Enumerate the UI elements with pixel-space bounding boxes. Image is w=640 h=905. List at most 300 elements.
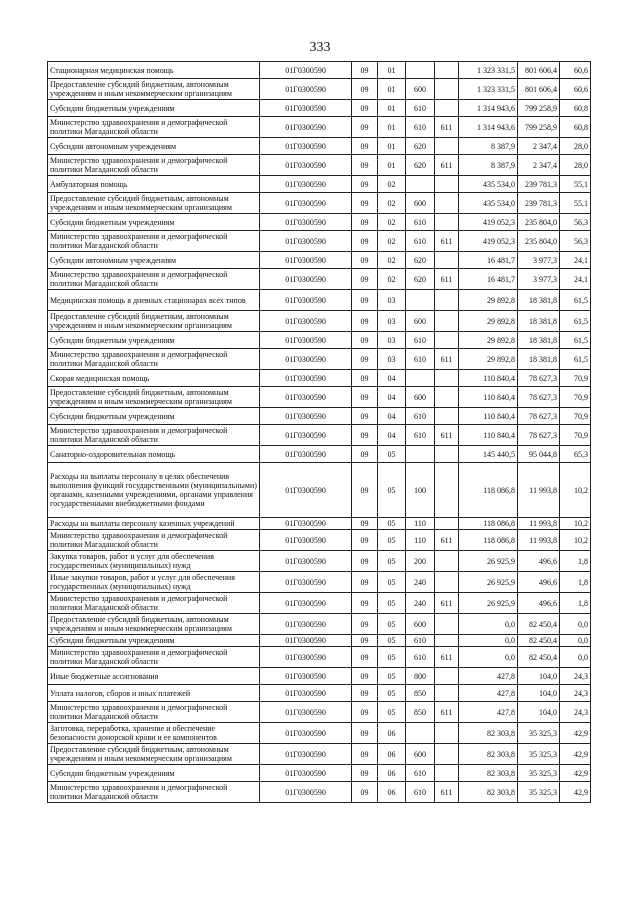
cell-fact: 239 781,3 (518, 193, 560, 214)
cell-vr: 240 (406, 593, 435, 614)
cell-fact: 3 977,3 (518, 269, 560, 290)
cell-ex (435, 138, 459, 155)
cell-pr: 05 (378, 463, 406, 518)
cell-fact: 801 606,4 (518, 79, 560, 100)
cell-code: 01Г0300590 (260, 252, 352, 269)
cell-rz: 09 (352, 668, 378, 685)
cell-pr: 04 (378, 370, 406, 387)
cell-ex: 611 (435, 593, 459, 614)
table-row (48, 446, 591, 463)
cell-fact: 82 450,4 (518, 647, 560, 668)
cell-code: 01Г0300590 (260, 530, 352, 551)
cell-name: Министерство здравоохранения и демографической политики Магаданской области (48, 349, 260, 370)
table-row (48, 614, 591, 635)
cell-vr: 610 (406, 117, 435, 138)
cell-name: Стационарная медицинская помощь (48, 62, 260, 79)
cell-rz: 09 (352, 214, 378, 231)
cell-plan: 419 052,3 (459, 214, 518, 231)
cell-pr: 05 (378, 446, 406, 463)
cell-vr: 620 (406, 138, 435, 155)
cell-plan: 1 323 331,5 (459, 79, 518, 100)
table-row (48, 62, 591, 79)
cell-fact: 235 804,0 (518, 214, 560, 231)
cell-plan: 419 052,3 (459, 231, 518, 252)
cell-fact: 78 627,3 (518, 370, 560, 387)
cell-pct: 70,9 (560, 408, 591, 425)
cell-code: 01Г0300590 (260, 668, 352, 685)
cell-name: Предоставление субсидий бюджетным, автономным учреждениям и иным некоммерческим организациям (48, 311, 260, 332)
cell-code: 01Г0300590 (260, 269, 352, 290)
cell-pr: 01 (378, 117, 406, 138)
cell-fact: 2 347,4 (518, 138, 560, 155)
cell-plan: 1 314 943,6 (459, 117, 518, 138)
cell-pct: 10,2 (560, 463, 591, 518)
cell-ex (435, 332, 459, 349)
cell-plan: 0,0 (459, 635, 518, 647)
cell-ex (435, 614, 459, 635)
cell-plan: 82 303,8 (459, 744, 518, 765)
cell-vr: 600 (406, 744, 435, 765)
cell-ex (435, 572, 459, 593)
cell-pct: 10,2 (560, 530, 591, 551)
cell-ex (435, 723, 459, 744)
cell-pr: 06 (378, 782, 406, 803)
cell-fact: 496,6 (518, 551, 560, 572)
cell-name: Расходы на выплаты персоналу казенных учреждений (48, 518, 260, 530)
table-row (48, 530, 591, 551)
cell-pr: 05 (378, 593, 406, 614)
cell-pr: 02 (378, 214, 406, 231)
cell-fact: 78 627,3 (518, 408, 560, 425)
cell-fact: 35 325,3 (518, 723, 560, 744)
cell-pct: 1,8 (560, 551, 591, 572)
cell-fact: 239 781,3 (518, 176, 560, 193)
cell-vr: 610 (406, 425, 435, 446)
table-row (48, 193, 591, 214)
cell-plan: 110 840,4 (459, 387, 518, 408)
cell-plan: 145 440,5 (459, 446, 518, 463)
cell-name: Министерство здравоохранения и демографической политики Магаданской области (48, 530, 260, 551)
cell-code: 01Г0300590 (260, 387, 352, 408)
cell-plan: 427,8 (459, 668, 518, 685)
cell-pct: 60,8 (560, 100, 591, 117)
cell-rz: 09 (352, 572, 378, 593)
cell-ex (435, 463, 459, 518)
cell-rz: 09 (352, 723, 378, 744)
cell-code: 01Г0300590 (260, 311, 352, 332)
cell-rz: 09 (352, 551, 378, 572)
table-row (48, 765, 591, 782)
cell-pr: 05 (378, 551, 406, 572)
cell-pr: 05 (378, 685, 406, 702)
cell-code: 01Г0300590 (260, 551, 352, 572)
cell-name: Закупка товаров, работ и услуг для обеспечения государственных (муниципальных) нужд (48, 551, 260, 572)
cell-pr: 01 (378, 79, 406, 100)
cell-pr: 02 (378, 252, 406, 269)
cell-vr: 610 (406, 214, 435, 231)
cell-rz: 09 (352, 518, 378, 530)
cell-vr: 610 (406, 782, 435, 803)
cell-pr: 05 (378, 635, 406, 647)
cell-name: Субсидии бюджетным учреждениям (48, 635, 260, 647)
cell-ex: 611 (435, 269, 459, 290)
cell-fact: 496,6 (518, 593, 560, 614)
cell-ex (435, 193, 459, 214)
cell-rz: 09 (352, 425, 378, 446)
cell-name: Предоставление субсидий бюджетным, автономным учреждениям и иным некоммерческим организациям (48, 79, 260, 100)
cell-fact: 18 381,8 (518, 311, 560, 332)
cell-pct: 28,0 (560, 138, 591, 155)
cell-code: 01Г0300590 (260, 290, 352, 311)
cell-name: Министерство здравоохранения и демографической политики Магаданской области (48, 231, 260, 252)
table-row (48, 425, 591, 446)
cell-ex (435, 387, 459, 408)
cell-rz: 09 (352, 349, 378, 370)
cell-rz: 09 (352, 593, 378, 614)
cell-fact: 11 993,8 (518, 463, 560, 518)
cell-ex (435, 176, 459, 193)
cell-rz: 09 (352, 446, 378, 463)
cell-ex (435, 290, 459, 311)
cell-pr: 01 (378, 62, 406, 79)
cell-code: 01Г0300590 (260, 176, 352, 193)
cell-pr: 02 (378, 269, 406, 290)
cell-code: 01Г0300590 (260, 446, 352, 463)
cell-name: Санаторно-оздоровительная помощь (48, 446, 260, 463)
cell-plan: 8 387,9 (459, 138, 518, 155)
cell-code: 01Г0300590 (260, 647, 352, 668)
cell-plan: 1 323 331,5 (459, 62, 518, 79)
cell-fact: 82 450,4 (518, 614, 560, 635)
cell-fact: 95 044,8 (518, 446, 560, 463)
cell-name: Иные закупки товаров, работ и услуг для обеспечения государственных (муниципальных) нужд (48, 572, 260, 593)
cell-name: Скорая медицинская помощь (48, 370, 260, 387)
cell-fact: 78 627,3 (518, 387, 560, 408)
cell-pr: 03 (378, 332, 406, 349)
cell-plan: 110 840,4 (459, 408, 518, 425)
cell-plan: 82 303,8 (459, 723, 518, 744)
cell-vr: 110 (406, 518, 435, 530)
cell-fact: 11 993,8 (518, 530, 560, 551)
cell-pct: 61,5 (560, 311, 591, 332)
cell-name: Министерство здравоохранения и демографической политики Магаданской области (48, 425, 260, 446)
cell-vr: 600 (406, 311, 435, 332)
cell-pr: 06 (378, 744, 406, 765)
cell-ex (435, 311, 459, 332)
cell-pct: 28,0 (560, 155, 591, 176)
cell-pct: 70,9 (560, 370, 591, 387)
cell-vr: 610 (406, 100, 435, 117)
cell-plan: 118 086,8 (459, 530, 518, 551)
cell-fact: 2 347,4 (518, 155, 560, 176)
cell-name: Субсидии бюджетным учреждениям (48, 765, 260, 782)
cell-name: Министерство здравоохранения и демографической политики Магаданской области (48, 117, 260, 138)
cell-vr: 620 (406, 155, 435, 176)
cell-vr: 240 (406, 572, 435, 593)
cell-code: 01Г0300590 (260, 100, 352, 117)
cell-vr: 610 (406, 349, 435, 370)
cell-vr: 850 (406, 685, 435, 702)
cell-plan: 29 892,8 (459, 311, 518, 332)
cell-fact: 18 381,8 (518, 332, 560, 349)
cell-pct: 24,3 (560, 685, 591, 702)
cell-pct: 0,0 (560, 614, 591, 635)
cell-ex (435, 635, 459, 647)
cell-pct: 24,1 (560, 252, 591, 269)
cell-fact: 18 381,8 (518, 290, 560, 311)
cell-rz: 09 (352, 647, 378, 668)
cell-fact: 496,6 (518, 572, 560, 593)
cell-vr: 110 (406, 530, 435, 551)
table-row (48, 349, 591, 370)
cell-pr: 05 (378, 668, 406, 685)
table-row (48, 647, 591, 668)
cell-fact: 799 258,9 (518, 100, 560, 117)
budget-table (47, 61, 591, 803)
cell-vr: 610 (406, 635, 435, 647)
cell-plan: 110 840,4 (459, 370, 518, 387)
cell-code: 01Г0300590 (260, 572, 352, 593)
cell-code: 01Г0300590 (260, 685, 352, 702)
cell-pct: 0,0 (560, 635, 591, 647)
cell-name: Министерство здравоохранения и демографической политики Магаданской области (48, 647, 260, 668)
cell-pr: 03 (378, 349, 406, 370)
table-row (48, 408, 591, 425)
cell-pct: 24,1 (560, 269, 591, 290)
cell-pr: 06 (378, 723, 406, 744)
table-row (48, 176, 591, 193)
cell-code: 01Г0300590 (260, 518, 352, 530)
cell-pr: 05 (378, 702, 406, 723)
cell-name: Предоставление субсидий бюджетным, автономным учреждениям и иным некоммерческим организациям (48, 614, 260, 635)
cell-ex (435, 100, 459, 117)
cell-name: Предоставление субсидий бюджетным, автономным учреждениям и иным некоммерческим организациям (48, 387, 260, 408)
table-row (48, 702, 591, 723)
cell-code: 01Г0300590 (260, 408, 352, 425)
cell-name: Расходы на выплаты персоналу в целях обеспечения выполнения функций государственными (муниципальными) органами, казенными учреждениями, органами управления государственными внебюджетными фондами (48, 463, 260, 518)
table-row (48, 100, 591, 117)
cell-plan: 110 840,4 (459, 425, 518, 446)
cell-vr (406, 290, 435, 311)
cell-ex (435, 62, 459, 79)
cell-fact: 82 450,4 (518, 635, 560, 647)
table-row (48, 518, 591, 530)
cell-vr: 610 (406, 231, 435, 252)
cell-code: 01Г0300590 (260, 463, 352, 518)
cell-pct: 42,9 (560, 765, 591, 782)
cell-rz: 09 (352, 290, 378, 311)
cell-vr (406, 370, 435, 387)
cell-vr: 600 (406, 79, 435, 100)
cell-rz: 09 (352, 79, 378, 100)
cell-pr: 05 (378, 647, 406, 668)
cell-plan: 0,0 (459, 614, 518, 635)
cell-rz: 09 (352, 635, 378, 647)
cell-pct: 55,1 (560, 176, 591, 193)
cell-code: 01Г0300590 (260, 744, 352, 765)
cell-rz: 09 (352, 685, 378, 702)
cell-pr: 01 (378, 155, 406, 176)
cell-pr: 03 (378, 311, 406, 332)
cell-plan: 82 303,8 (459, 782, 518, 803)
cell-ex: 611 (435, 349, 459, 370)
table-row (48, 551, 591, 572)
cell-name: Министерство здравоохранения и демографической политики Магаданской области (48, 702, 260, 723)
cell-rz: 09 (352, 117, 378, 138)
cell-name: Субсидии бюджетным учреждениям (48, 214, 260, 231)
cell-name: Министерство здравоохранения и демографической политики Магаданской области (48, 155, 260, 176)
cell-ex: 611 (435, 155, 459, 176)
cell-pct: 1,8 (560, 593, 591, 614)
cell-name: Министерство здравоохранения и демографической политики Магаданской области (48, 782, 260, 803)
cell-vr (406, 176, 435, 193)
cell-plan: 427,8 (459, 685, 518, 702)
table-row (48, 593, 591, 614)
table-row (48, 79, 591, 100)
cell-rz: 09 (352, 332, 378, 349)
cell-ex: 611 (435, 117, 459, 138)
cell-pct: 1,8 (560, 572, 591, 593)
table-row (48, 117, 591, 138)
cell-vr: 610 (406, 332, 435, 349)
cell-pct: 24,3 (560, 702, 591, 723)
cell-pr: 05 (378, 518, 406, 530)
cell-name: Министерство здравоохранения и демографической политики Магаданской области (48, 593, 260, 614)
cell-fact: 799 258,9 (518, 117, 560, 138)
cell-rz: 09 (352, 269, 378, 290)
cell-pr: 05 (378, 614, 406, 635)
cell-code: 01Г0300590 (260, 593, 352, 614)
cell-rz: 09 (352, 702, 378, 723)
cell-fact: 11 993,8 (518, 518, 560, 530)
cell-plan: 16 481,7 (459, 269, 518, 290)
cell-rz: 09 (352, 176, 378, 193)
cell-pct: 55,1 (560, 193, 591, 214)
table-row (48, 311, 591, 332)
cell-plan: 427,8 (459, 702, 518, 723)
cell-name: Предоставление субсидий бюджетным, автономным учреждениям и иным некоммерческим организациям (48, 193, 260, 214)
cell-plan: 118 086,8 (459, 463, 518, 518)
cell-name: Уплата налогов, сборов и иных платежей (48, 685, 260, 702)
cell-vr (406, 446, 435, 463)
cell-name: Заготовка, переработка, хранение и обеспечение безопасности донорской крови и ее компонентов (48, 723, 260, 744)
cell-code: 01Г0300590 (260, 214, 352, 231)
cell-pr: 02 (378, 231, 406, 252)
cell-vr: 600 (406, 387, 435, 408)
cell-pct: 61,5 (560, 332, 591, 349)
cell-pct: 60,6 (560, 79, 591, 100)
cell-plan: 26 925,9 (459, 551, 518, 572)
cell-code: 01Г0300590 (260, 723, 352, 744)
cell-plan: 118 086,8 (459, 518, 518, 530)
cell-pct: 60,6 (560, 62, 591, 79)
cell-fact: 78 627,3 (518, 425, 560, 446)
cell-code: 01Г0300590 (260, 765, 352, 782)
cell-pct: 70,9 (560, 387, 591, 408)
cell-rz: 09 (352, 252, 378, 269)
cell-code: 01Г0300590 (260, 117, 352, 138)
cell-pct: 56,3 (560, 214, 591, 231)
cell-vr: 600 (406, 193, 435, 214)
cell-rz: 09 (352, 387, 378, 408)
table-row (48, 744, 591, 765)
cell-plan: 26 925,9 (459, 572, 518, 593)
table-row (48, 370, 591, 387)
cell-pct: 60,8 (560, 117, 591, 138)
cell-rz: 09 (352, 370, 378, 387)
cell-pct: 65,3 (560, 446, 591, 463)
cell-code: 01Г0300590 (260, 614, 352, 635)
cell-pct: 56,3 (560, 231, 591, 252)
cell-ex (435, 79, 459, 100)
cell-pr: 02 (378, 176, 406, 193)
cell-ex: 611 (435, 425, 459, 446)
cell-vr (406, 62, 435, 79)
cell-pr: 06 (378, 765, 406, 782)
cell-code: 01Г0300590 (260, 138, 352, 155)
cell-vr: 610 (406, 408, 435, 425)
cell-ex: 611 (435, 782, 459, 803)
cell-rz: 09 (352, 100, 378, 117)
cell-vr: 100 (406, 463, 435, 518)
table-row (48, 723, 591, 744)
cell-vr: 620 (406, 252, 435, 269)
table-row (48, 668, 591, 685)
cell-ex (435, 685, 459, 702)
cell-vr (406, 723, 435, 744)
cell-code: 01Г0300590 (260, 231, 352, 252)
table-row (48, 387, 591, 408)
cell-rz: 09 (352, 765, 378, 782)
table-row (48, 635, 591, 647)
cell-rz: 09 (352, 408, 378, 425)
table-row (48, 269, 591, 290)
cell-name: Субсидии автономным учреждениям (48, 138, 260, 155)
cell-pct: 61,5 (560, 349, 591, 370)
cell-pr: 02 (378, 193, 406, 214)
cell-vr: 610 (406, 647, 435, 668)
cell-pct: 42,9 (560, 782, 591, 803)
cell-plan: 29 892,8 (459, 349, 518, 370)
cell-name: Субсидии бюджетным учреждениям (48, 332, 260, 349)
cell-code: 01Г0300590 (260, 635, 352, 647)
cell-vr: 200 (406, 551, 435, 572)
table-row (48, 138, 591, 155)
cell-fact: 18 381,8 (518, 349, 560, 370)
table-row (48, 463, 591, 518)
table-row (48, 572, 591, 593)
cell-plan: 0,0 (459, 647, 518, 668)
table-body (48, 62, 591, 803)
table-row (48, 252, 591, 269)
cell-name: Предоставление субсидий бюджетным, автономным учреждениям и иным некоммерческим организациям (48, 744, 260, 765)
cell-name: Субсидии бюджетным учреждениям (48, 100, 260, 117)
cell-ex: 611 (435, 702, 459, 723)
cell-rz: 09 (352, 155, 378, 176)
cell-rz: 09 (352, 311, 378, 332)
cell-ex: 611 (435, 647, 459, 668)
page-number: 333 (309, 40, 331, 55)
cell-pct: 0,0 (560, 647, 591, 668)
cell-code: 01Г0300590 (260, 332, 352, 349)
table-row (48, 332, 591, 349)
cell-name: Министерство здравоохранения и демографической политики Магаданской области (48, 269, 260, 290)
table-row (48, 290, 591, 311)
cell-code: 01Г0300590 (260, 349, 352, 370)
cell-code: 01Г0300590 (260, 155, 352, 176)
cell-rz: 09 (352, 530, 378, 551)
cell-fact: 104,0 (518, 702, 560, 723)
